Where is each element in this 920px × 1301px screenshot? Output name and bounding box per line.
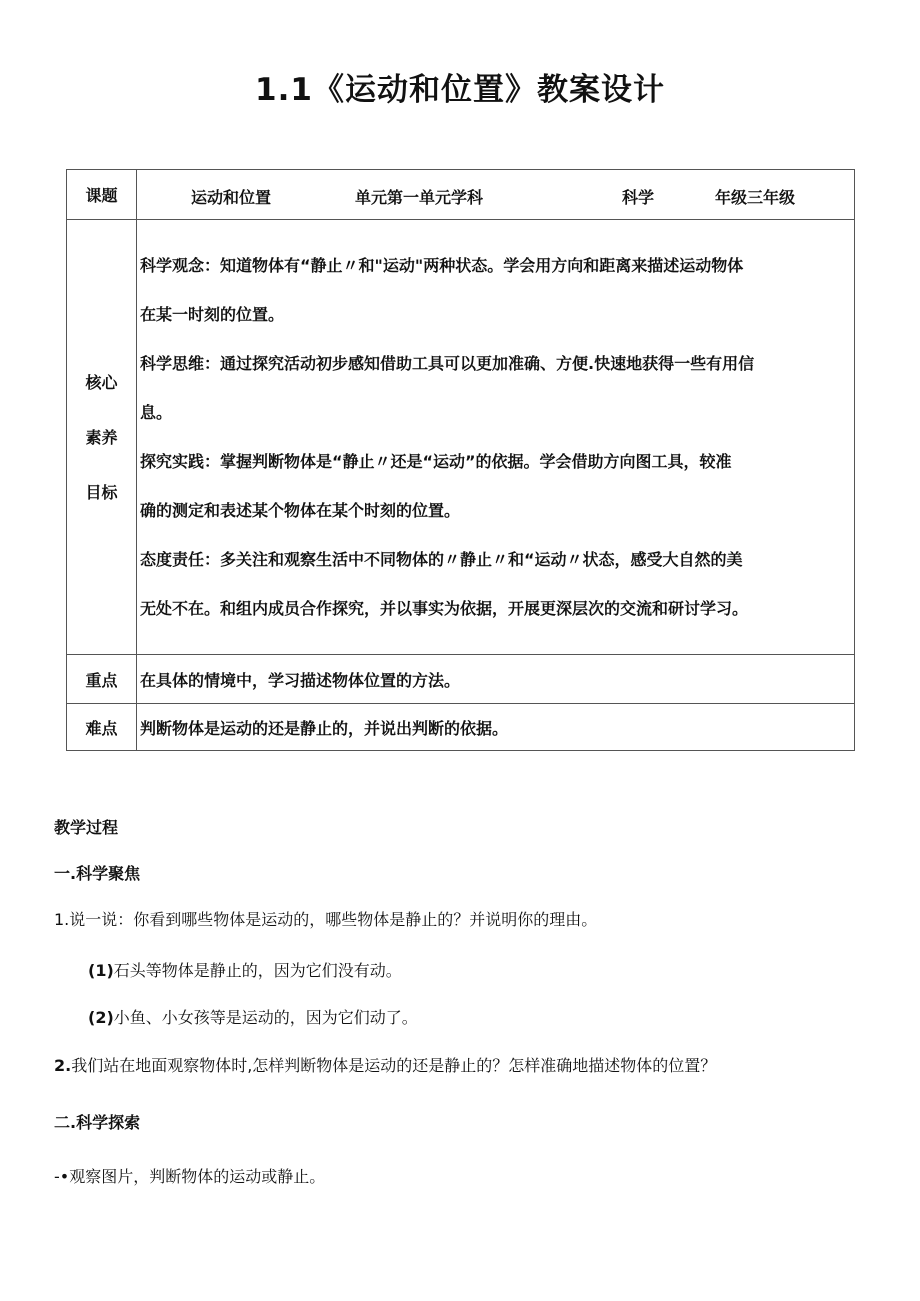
answer-2: (2)小鱼、小女孩等是运动的，因为它们动了。 <box>88 1008 418 1027</box>
explore-item: -•观察图片，判断物体的运动或静止。 <box>54 1167 326 1186</box>
lesson-info-table <box>66 169 855 751</box>
process-heading: 教学过程 <box>54 818 119 837</box>
difficulty-text: 判断物体是运动的还是静止的，并说出判断的依据。 <box>137 704 855 751</box>
difficulty-row <box>67 704 855 751</box>
goal-line: 在某一时刻的位置。 <box>140 305 285 324</box>
key-point-text: 在具体的情境中，学习描述物体位置的方法。 <box>137 655 855 704</box>
goals-row <box>67 220 855 655</box>
topic-label: 课题 <box>67 170 137 220</box>
goal-line: 探究实践：掌握判断物体是“静止〃还是“运动”的依据。学会借助方向图工具，较准 <box>140 452 732 471</box>
header-row <box>67 170 855 220</box>
goals-label: 核心 素养 目标 <box>67 220 137 655</box>
difficulty-label: 难点 <box>67 704 137 751</box>
goals-text <box>137 220 855 655</box>
goal-line: 确的测定和表述某个物体在某个时刻的位置。 <box>140 501 461 520</box>
goal-line: 科学思维：通过探究活动初步感知借助工具可以更加准确、方便.快速地获得一些有用信 <box>140 354 755 373</box>
goal-line: 无处不在。和组内成员合作探究，并以事实为依据，开展更深层次的交流和研讨学习。 <box>140 599 749 618</box>
goal-line: 科学观念：知道物体有“静止〃和"运动"两种状态。学会用方向和距离来描述运动物体 <box>140 256 744 275</box>
topic-value: 运动和位置 <box>191 188 272 207</box>
grade-value: 年级三年级 <box>715 188 796 207</box>
section-2-heading: 二.科学探索 <box>54 1113 141 1132</box>
question-1: 1.说一说：你看到哪些物体是运动的，哪些物体是静止的？并说明你的理由。 <box>54 910 598 929</box>
key-point-label: 重点 <box>67 655 137 704</box>
section-1-heading: 一.科学聚焦 <box>54 864 141 883</box>
subject-value: 科学 <box>622 188 655 207</box>
key-point-row <box>67 655 855 704</box>
answer-1: (1)石头等物体是静止的，因为它们没有动。 <box>88 961 402 980</box>
goal-line: 息。 <box>140 403 173 422</box>
unit-value: 单元第一单元学科 <box>355 188 484 207</box>
page-title: 1.1《运动和位置》教案设计 <box>255 72 665 108</box>
goal-line: 态度责任：多关注和观察生活中不同物体的〃静止〃和“运动〃状态，感受大自然的美 <box>140 550 743 569</box>
question-2: 2.我们站在地面观察物体时,怎样判断物体是运动的还是静止的？怎样准确地描述物体的位置？ <box>54 1056 717 1075</box>
